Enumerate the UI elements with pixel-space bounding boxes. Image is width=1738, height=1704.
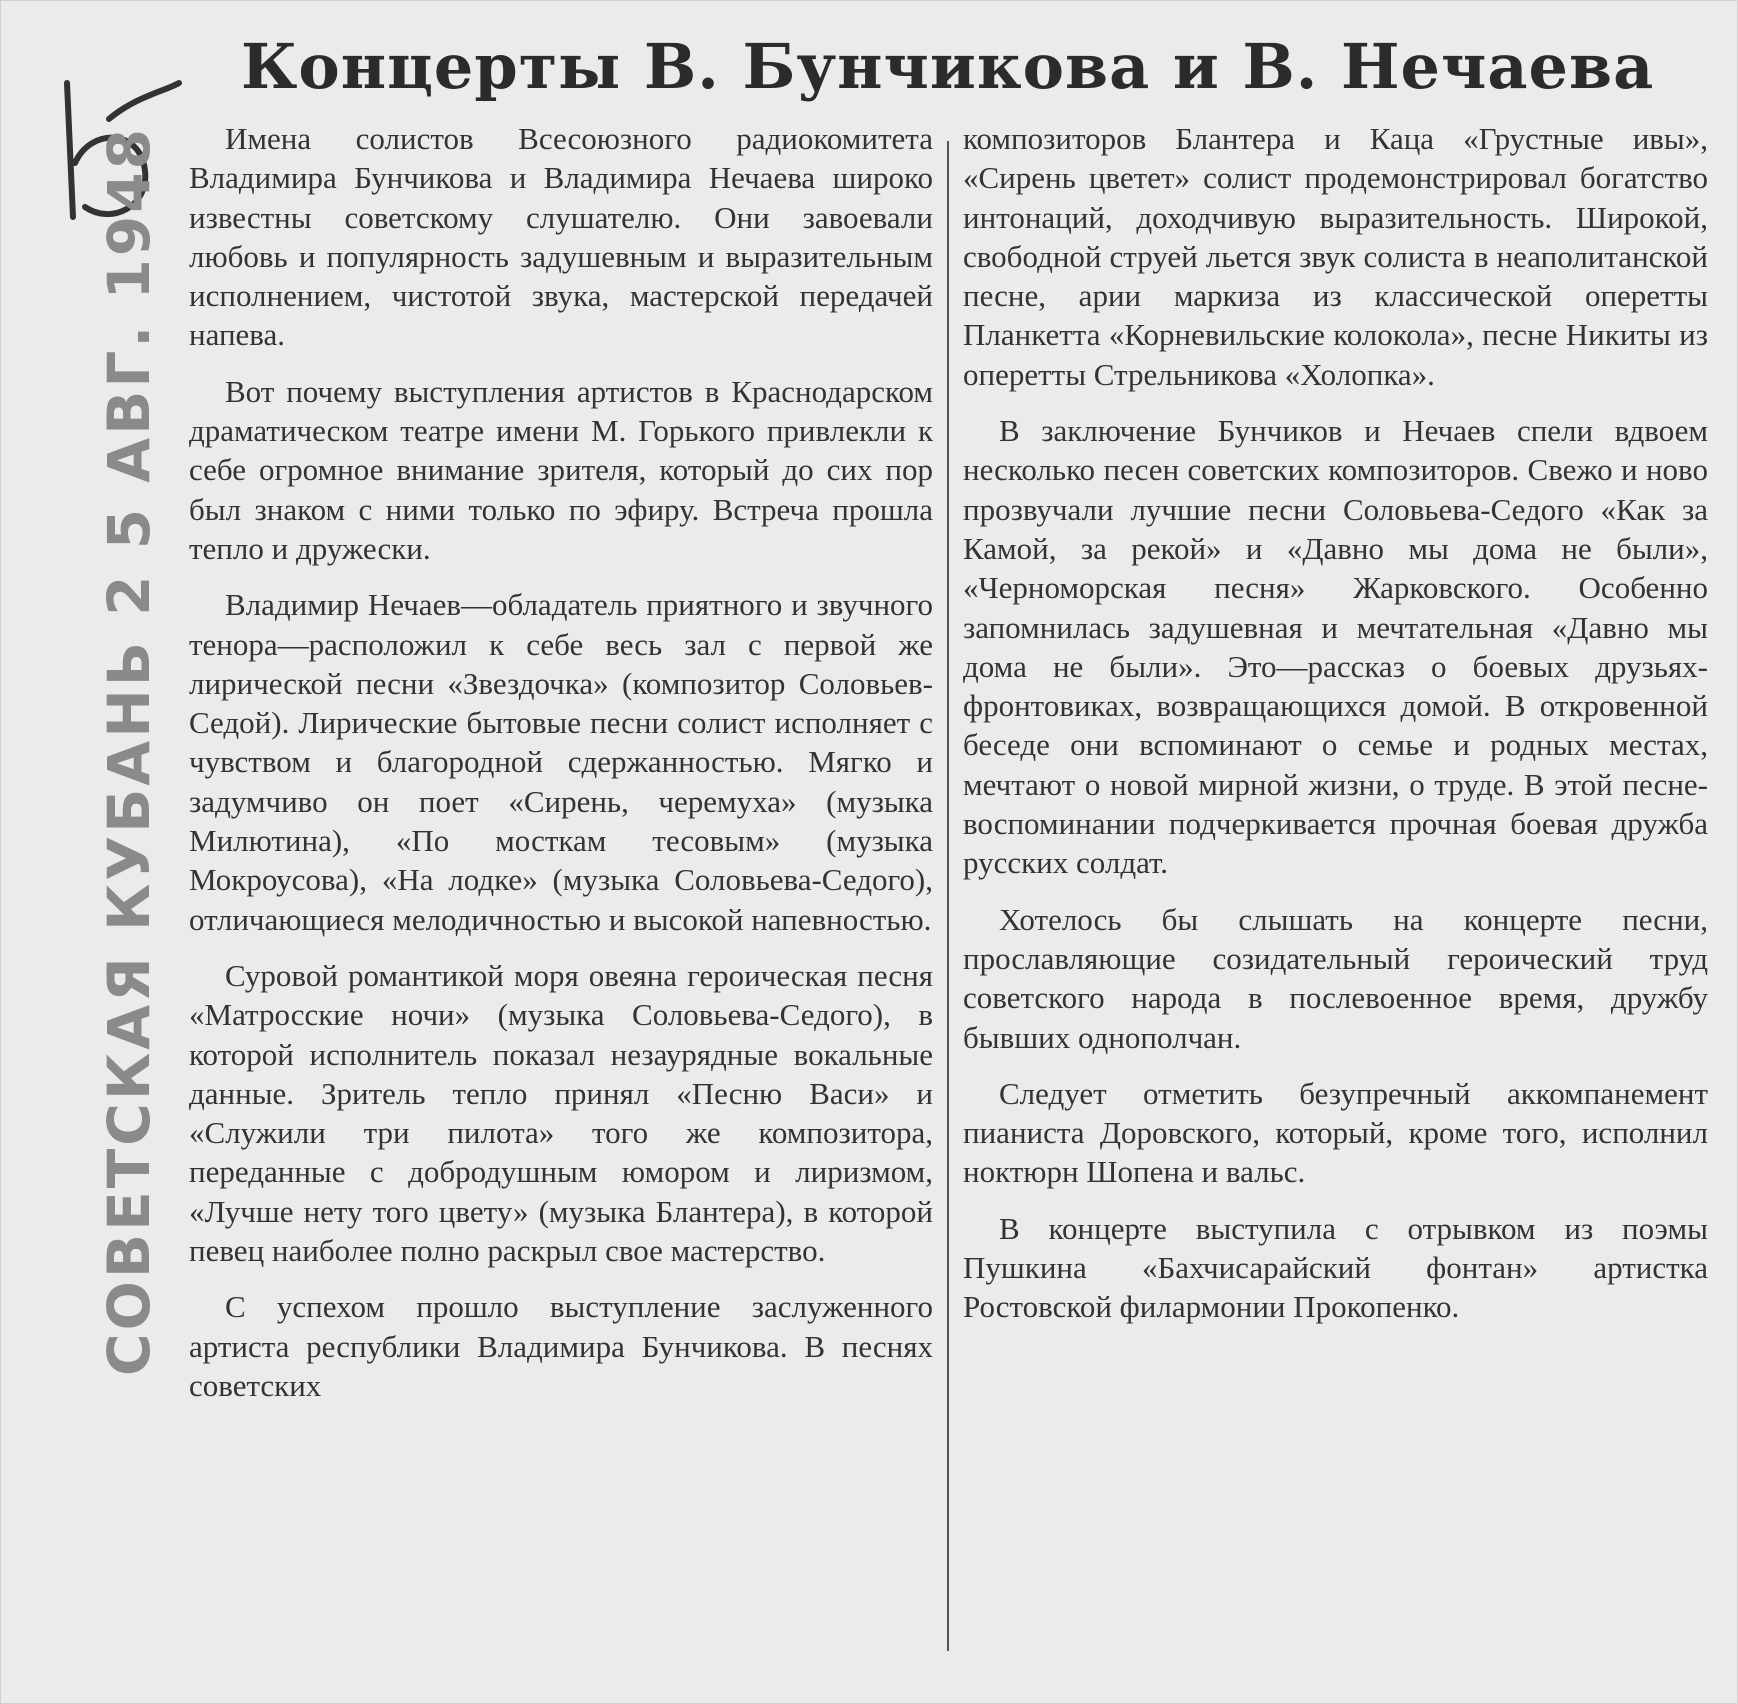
article-right-column (963, 119, 1708, 1344)
column-divider (947, 141, 949, 1651)
article-paragraph: Владимир Нечаев—обладатель приятного и звучного тенора—расположил к себе весь зал с первой же лирической песни «Звездочка» (композитор Соловьев-Седой). Лирические бытовые песни солист исполняет с чувством и благородной сдержанностью. Мягко и задумчиво он поет «Сирень, черемуха» (музыка Милютина), «По мосткам тесовым» (музыка Мокроусова), «На лодке» (музыка Соловьева-Седого), отличающиеся мелодичностью и высокой напевностью. (189, 587, 933, 937)
article-paragraph: С успехом прошло выступление заслуженного артиста республики Владимира Бунчикова. В песнях советских (189, 1289, 933, 1403)
newspaper-date-stamp: СОВЕТСКАЯ КУБАНЬ 2 5 АВГ. 1948 (95, 126, 163, 1376)
article-headline: Концерты В. Бунчикова и В. Нечаева (241, 30, 1655, 103)
article-paragraph: Имена солистов Всесоюзного радиокомитета Владимира Бунчикова и Владимира Нечаева широко известны советскому слушателю. Они завоевали любовь и популярность задушевным и выразительным исполнением, чистотой звука, мастерской передачей напева. (189, 121, 933, 353)
article-paragraph: Вот почему выступления артистов в Краснодарском драматическом театре имени М. Горького привлекли к себе огромное внимание зрителя, который до сих пор был знаком с ними только по эфиру. Встреча прошла тепло и дружески. (189, 373, 933, 566)
article-left-column (189, 119, 933, 1422)
article-paragraph: Суровой романтикой моря овеяна героическая песня «Матросские ночи» (музыка Соловьева-Седого), в которой исполнитель показал незаурядные вокальные данные. Зритель тепло принял «Песню Васи» и «Служили три пилота» того же композитора, переданные с добродушным юмором и лиризмом, «Лучше нету того цвету» (музыка Блантера), в которой певец наиболее полно раскрыл свое мастерство. (189, 957, 933, 1269)
article-paragraph-continuation: композиторов Блантера и Каца «Грустные ивы», «Сирень цветет» солист продемонстрировал богатство интонаций, доходчивую выразительность. Широкой, свободной струей льется звук солиста в неаполитанской песне, арии маркиза из классической оперетты Планкетта «Корневильские колокола», песне Никиты из оперетты Стрельникова «Холопка». (963, 121, 1708, 392)
article-paragraph: В концерте выступила с отрывком из поэмы Пушкина «Бахчисарайский фонтан» артистка Ростовской филармонии Прокопенко. (963, 1210, 1708, 1325)
article-paragraph: Хотелось бы слышать на концерте песни, прославляющие созидательный героический труд советского народа в послевоенное время, дружбу бывших однополчан. (963, 901, 1708, 1055)
article-paragraph: В заключение Бунчиков и Нечаев спели вдвоем несколько песен советских композиторов. Свежо и ново прозвучали лучшие песни Соловьева-Седого «Как за Камой, за рекой» и «Давно мы дома не были», «Черноморская песня» Жарковского. Особенно запомнилась задушевная и мечтательная «Давно мы дома не были». Это—рассказ о боевых друзьях-фронтовиках, возвращающихся домой. В откровенной беседе они вспоминают о семье и родных местах, мечтают о новой мирной жизни, о труде. В этой песне-воспоминании подчеркивается прочная боевая дружба русских солдат. (963, 413, 1708, 881)
article-paragraph: Следует отметить безупречный аккомпанемент пианиста Доровского, который, кроме того, исполнил ноктюрн Шопена и вальс. (963, 1075, 1708, 1190)
